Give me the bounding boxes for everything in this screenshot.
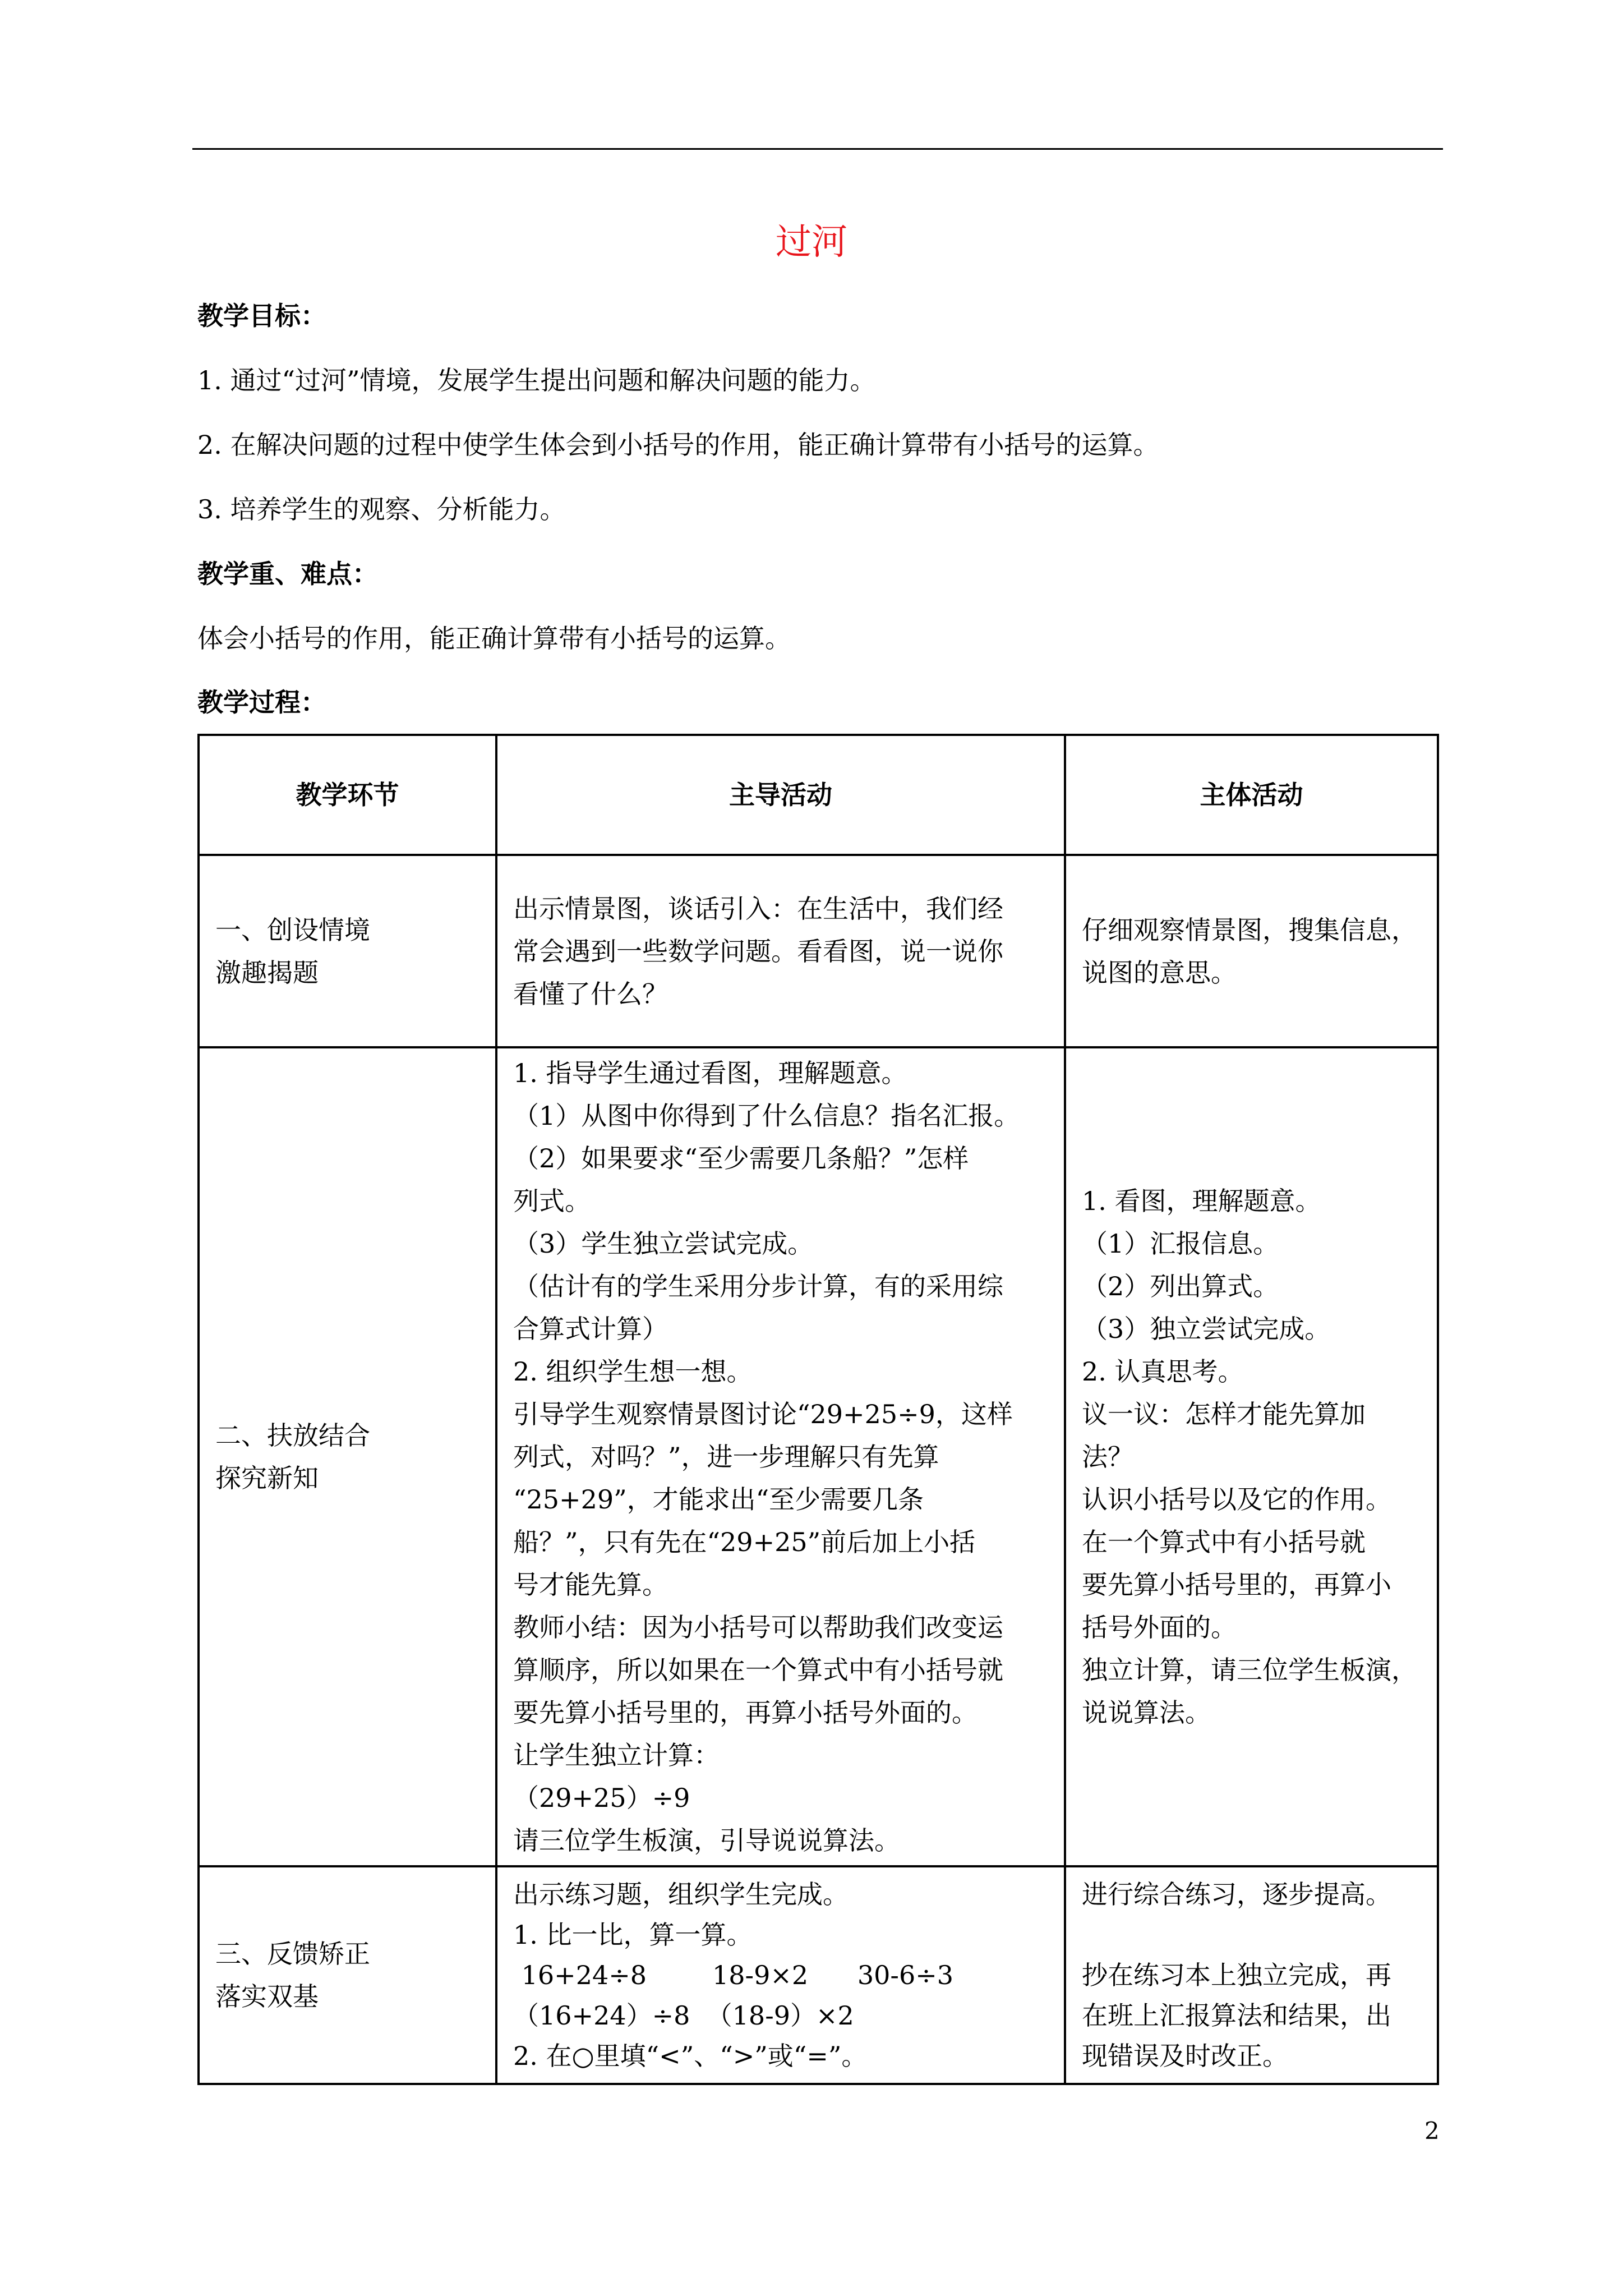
- student-activity-cell: [1065, 1047, 1438, 1866]
- lead-line: 教师小结：因为小括号可以帮助我们改变运: [513, 1612, 1003, 1642]
- lesson-process-table: [197, 734, 1439, 2085]
- stage-line: 三、反馈矫正: [215, 1939, 370, 1969]
- student-line: 现错误及时改正。: [1082, 2041, 1288, 2071]
- lead-line: （2）如果要求“至少需要几条船？”怎样: [513, 1143, 969, 1174]
- stage-line: 落实双基: [215, 1981, 319, 2012]
- process-heading: 教学过程：: [197, 687, 326, 717]
- lead-line: （估计有的学生采用分步计算，有的采用综: [513, 1271, 1003, 1301]
- student-line: 2. 认真思考。: [1082, 1356, 1244, 1387]
- lead-line: 出示情景图，谈话引入：在生活中，我们经: [513, 893, 1003, 924]
- student-line: 抄在练习本上独立完成，再: [1082, 1960, 1391, 1990]
- objective-item-1: 1. 通过“过河”情境，发展学生提出问题和解决问题的能力。: [197, 365, 876, 395]
- student-line: （1）汇报信息。: [1082, 1228, 1279, 1259]
- exercise-expressions-line: （16+24）÷8 （18-9）×2: [513, 2000, 854, 2031]
- stage-cell: [199, 1047, 496, 1866]
- student-line: 说图的意思。: [1082, 957, 1237, 988]
- lead-line: 船？”，只有先在“29+25”前后加上小括: [513, 1527, 976, 1557]
- lead-line: 常会遇到一些数学问题。看看图，说一说你: [513, 936, 1003, 967]
- column-header-lead-activity: 主导活动: [496, 735, 1065, 855]
- student-line: 要先算小括号里的，再算小: [1082, 1570, 1391, 1600]
- student-line: 仔细观察情景图，搜集信息，: [1082, 914, 1417, 945]
- student-activity-cell: [1065, 1866, 1438, 2084]
- lead-line: 算顺序，所以如果在一个算式中有小括号就: [513, 1655, 1003, 1685]
- stage-line: 二、扶放结合: [215, 1420, 370, 1451]
- exercise-expressions-line: 16+24÷8 18-9×2 30-6÷3: [513, 1960, 954, 1990]
- lead-line: （29+25）÷9: [513, 1783, 690, 1813]
- student-line: 括号外面的。: [1082, 1612, 1237, 1642]
- column-header-stage: 教学环节: [199, 735, 496, 855]
- student-line: 议一议：怎样才能先算加: [1082, 1399, 1366, 1429]
- lead-line: 引导学生观察情景图讨论“29+25÷9，这样: [513, 1399, 1013, 1429]
- stage-line: 探究新知: [215, 1463, 319, 1493]
- lead-line: 列式。: [513, 1186, 591, 1216]
- page-number: 2: [1424, 2117, 1440, 2145]
- lead-line: 请三位学生板演，引导说说算法。: [513, 1825, 900, 1856]
- student-line: 1. 看图，理解题意。: [1082, 1186, 1321, 1216]
- stage-line: 一、创设情境: [215, 914, 370, 945]
- key-points-heading: 教学重、难点：: [197, 559, 378, 589]
- student-line: 在一个算式中有小括号就: [1082, 1527, 1366, 1557]
- student-line: 认识小括号以及它的作用。: [1082, 1484, 1391, 1515]
- column-header-student-activity: 主体活动: [1065, 735, 1438, 855]
- lead-line: 号才能先算。: [513, 1570, 668, 1600]
- student-line: 在班上汇报算法和结果，出: [1082, 2000, 1391, 2031]
- lead-line: “25+29”，才能求出“至少需要几条: [513, 1484, 924, 1515]
- lead-activity-cell: [496, 1047, 1065, 1866]
- lead-line: 合算式计算）: [513, 1314, 668, 1344]
- student-line-spacer: [1082, 1915, 1421, 1955]
- lead-activity-cell: [496, 1866, 1065, 2084]
- lead-line: 1. 比一比，算一算。: [513, 1920, 753, 1950]
- lead-line: 1. 指导学生通过看图，理解题意。: [513, 1058, 907, 1088]
- lead-line: 2. 组织学生想一想。: [513, 1356, 753, 1387]
- header-rule: [192, 148, 1443, 150]
- student-line: 说说算法。: [1082, 1697, 1211, 1728]
- lead-line: 2. 在○里填“<”、“>”或“=”。: [513, 2041, 868, 2071]
- student-line: （2）列出算式。: [1082, 1271, 1279, 1301]
- table-header-row: [199, 735, 1438, 855]
- stage-cell: [199, 855, 496, 1047]
- lead-line: 让学生独立计算：: [513, 1740, 720, 1770]
- student-line: 法？: [1082, 1442, 1133, 1472]
- lead-line: （3）学生独立尝试完成。: [513, 1228, 814, 1259]
- page-title: 过河: [776, 222, 847, 263]
- table-row: [199, 1047, 1438, 1866]
- key-points-text: 体会小括号的作用，能正确计算带有小括号的运算。: [197, 623, 791, 654]
- stage-line: 激趣揭题: [215, 957, 319, 988]
- student-line: （3）独立尝试完成。: [1082, 1314, 1331, 1344]
- lead-line: 看懂了什么？: [513, 978, 668, 1009]
- lead-line: （1）从图中你得到了什么信息？指名汇报。: [513, 1101, 1020, 1131]
- objectives-heading: 教学目标：: [197, 301, 326, 331]
- stage-cell: [199, 1866, 496, 2084]
- objective-item-3: 3. 培养学生的观察、分析能力。: [197, 494, 566, 524]
- lead-line: 要先算小括号里的，再算小括号外面的。: [513, 1697, 978, 1728]
- lead-line: 出示练习题，组织学生完成。: [513, 1879, 849, 1910]
- lead-activity-cell: [496, 855, 1065, 1047]
- objective-item-2: 2. 在解决问题的过程中使学生体会到小括号的作用，能正确计算带有小括号的运算。: [197, 430, 1159, 460]
- table-row: [199, 855, 1438, 1047]
- student-line: 进行综合练习，逐步提高。: [1082, 1879, 1391, 1910]
- student-activity-cell: [1065, 855, 1438, 1047]
- table-row: [199, 1866, 1438, 2084]
- lead-line: 列式，对吗？”，进一步理解只有先算: [513, 1442, 939, 1472]
- student-line: 独立计算，请三位学生板演，: [1082, 1655, 1417, 1685]
